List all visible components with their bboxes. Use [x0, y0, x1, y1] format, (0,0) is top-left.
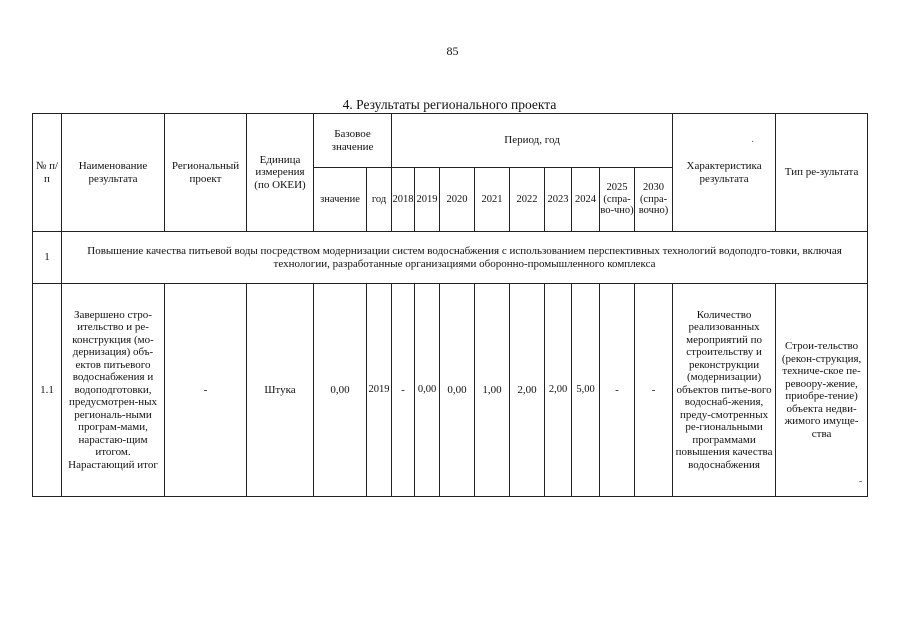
row-base-year: 2019 — [367, 284, 392, 497]
results-table — [32, 113, 868, 497]
row-value-2020: 0,00 — [440, 284, 475, 497]
row-unit: Штука — [247, 284, 314, 497]
row-value-2030: - — [635, 284, 673, 497]
header-base-value: значение — [314, 168, 367, 232]
header-year-2030: 2030 (спра-вочно) — [635, 168, 673, 232]
header-type: Тип ре-зультата — [776, 114, 868, 232]
row-value-2025: - — [600, 284, 635, 497]
page-number: 85 — [446, 44, 459, 58]
header-year-2024: 2024 — [572, 168, 600, 232]
header-year-2020: 2020 — [440, 168, 475, 232]
header-unit: Единица измерения (по ОКЕИ) — [247, 114, 314, 232]
stray-mark: · — [751, 137, 755, 148]
header-year-2018: 2018 — [392, 168, 415, 232]
header-period: Период, год — [392, 114, 673, 168]
header-name: Наименование результата — [62, 114, 165, 232]
section-row — [33, 232, 868, 284]
row-project: - — [165, 284, 247, 497]
row-value-2023: 2,00 — [545, 284, 572, 497]
row-type: Строи-тельство (рекон-струкция, техниче-ское пе-ревоору-жение, приобре-тение) объекта недви-жимого имуще-ства — [776, 284, 868, 497]
row-value-2019: 0,00 — [415, 284, 440, 497]
row-characteristic: Количество реализованных мероприятий по строительству и реконструкции (модернизации) объектов питье-вого водоснаб-жения, преду-смотренных ре-гиональными программами повышения качества водоснабжения — [673, 284, 776, 497]
section-title: 4. Результаты регионального проекта — [342, 97, 557, 112]
header-year-2019: 2019 — [415, 168, 440, 232]
row-base-value: 0,00 — [314, 284, 367, 497]
row-value-2022: 2,00 — [510, 284, 545, 497]
header-year-2025: 2025 (спра-во-чно) — [600, 168, 635, 232]
stray-dash: - — [859, 476, 863, 487]
header-project: Региональный проект — [165, 114, 247, 232]
section-text: Повышение качества питьевой воды посредством модернизации систем водоснабжения с использованием перспективных технологий водоподго-товки, включая технологии, разработанные организациями оборонно-промышленного комплекса — [62, 232, 868, 284]
row-name: Завершено стро-ительство и ре-конструкция (мо-дернизация) объ-ектов питьевого водоснабжения и водоподготовки, предусмотрен-ных региональ-ными програм-мами, нарастаю-щим итогом. Нарастающий итог — [62, 284, 165, 497]
header-characteristic: Характеристика результата — [673, 114, 776, 232]
section-num: 1 — [33, 232, 62, 284]
table-row — [33, 284, 868, 497]
header-row-1 — [33, 114, 868, 168]
row-num: 1.1 — [33, 284, 62, 497]
header-num: № п/п — [33, 114, 62, 232]
header-year-2022: 2022 — [510, 168, 545, 232]
header-year-2023: 2023 — [545, 168, 572, 232]
header-base: Базовое значение — [314, 114, 392, 168]
row-value-2024: 5,00 — [572, 284, 600, 497]
header-base-year: год — [367, 168, 392, 232]
row-value-2021: 1,00 — [475, 284, 510, 497]
header-year-2021: 2021 — [475, 168, 510, 232]
row-value-2018: - — [392, 284, 415, 497]
